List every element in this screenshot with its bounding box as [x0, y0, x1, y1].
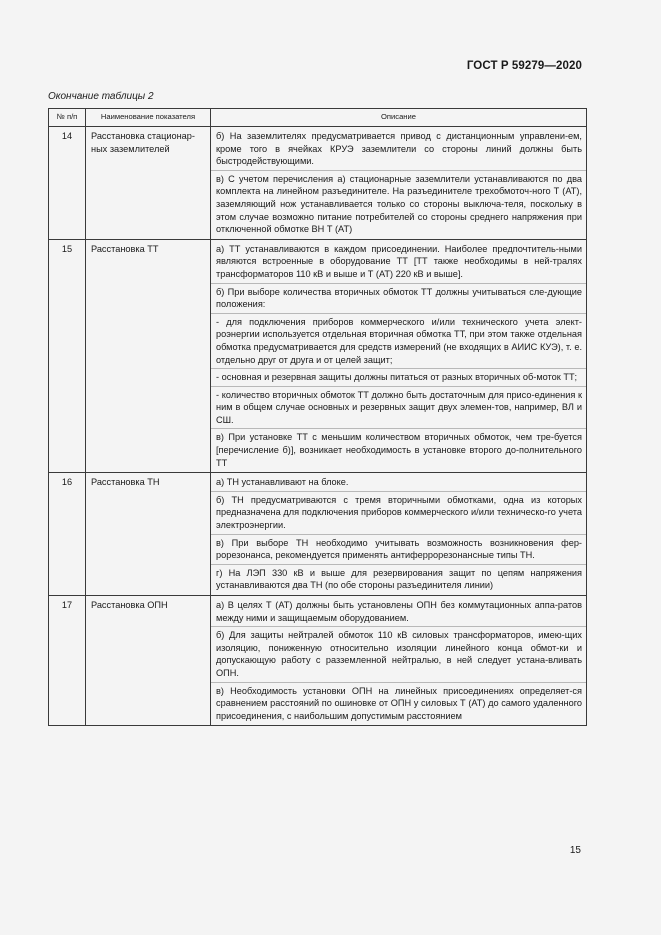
description-paragraph: б) Для защиты нейтралей обмоток 110 кВ силовых трансформаторов, имею-щих изоляцию, пониженную относительно изоляции линейного конца обмот-ки и допускающую работу с разземленной нейтралью, в ней следует устана-вливать ОПН. — [211, 626, 586, 681]
description-paragraph: - количество вторичных обмоток ТТ должно быть достаточным для присо-единения к ним в общем случае основных и резервных защит двух элемен-тов, например, ВЛ и СШ. — [211, 386, 586, 429]
description-paragraph: б) На заземлителях предусматривается привод с дистанционным управлени-ем, кроме того в ячейках КРУЭ заземлители со стороны линий должны быть быстродействующими. — [216, 131, 582, 167]
row-description — [211, 127, 587, 240]
column-header-number: № п/п — [49, 109, 86, 127]
column-header-description: Описание — [211, 109, 587, 127]
description-paragraph: б) При выборе количества вторичных обмоток ТТ должны учитываться сле-дующие положения: — [211, 283, 586, 313]
table-header-row — [49, 109, 587, 127]
description-paragraph: - основная и резервная защиты должны питаться от разных вторичных об-моток ТТ; — [211, 368, 586, 386]
description-paragraph: в) При выборе ТН необходимо учитывать возможность возникновения фер-рорезонанса, рекомендуется применять антиферрорезонансные типы ТН. — [211, 534, 586, 564]
row-name: Расстановка ОПН — [86, 596, 211, 726]
table-row — [49, 596, 587, 726]
description-paragraph: г) На ЛЭП 330 кВ и выше для резервирования защит по цепям напряжения устанавливаются два ТН (по обе стороны разъединителя линии) — [211, 564, 586, 595]
row-number: 17 — [49, 596, 86, 726]
row-number: 15 — [49, 239, 86, 473]
description-paragraph: - для подключения приборов коммерческого и/или технического учета элект-роэнергии используется отдельная вторичная обмотка ТТ, при этом также отдельная обмотка предусматривается для средств измерений (не входящих в АИИС КУЭ), т. е. отдельно друг от друга и от целей защит; — [211, 313, 586, 368]
description-paragraph: а) В целях Т (АТ) должны быть установлены ОПН без коммутационных аппа-ратов между ними и защищаемым оборудованием. — [216, 600, 582, 623]
description-paragraph: в) Необходимость установки ОПН на линейных присоединениях определяет-ся сравнением расстояний по ошиновке от ОПН у силовых Т (АТ) до самого удаленного присоединения, с наибольшим допустимым расстоянием — [211, 682, 586, 726]
row-name: Расстановка стационар-ных заземлителей — [86, 127, 211, 240]
table-row — [49, 239, 587, 473]
row-number: 14 — [49, 127, 86, 240]
table-row — [49, 127, 587, 240]
document-code: ГОСТ Р 59279—2020 — [466, 60, 582, 72]
description-paragraph: б) ТН предусматриваются с тремя вторичными обмотками, одна из которых предназначена для подключения приборов коммерческого и/или техническо-го учета электроэнергии. — [211, 491, 586, 534]
description-paragraph: в) При установке ТТ с меньшим количеством вторичных обмоток, чем тре-буется [перечисление б)], возникает необходимость в установке второго до-полнительного ТТ — [211, 428, 586, 472]
row-number: 16 — [49, 473, 86, 596]
row-name: Расстановка ТТ — [86, 239, 211, 473]
row-description — [211, 596, 587, 726]
row-description — [211, 473, 587, 596]
row-name: Расстановка ТН — [86, 473, 211, 596]
description-paragraph: в) С учетом перечисления а) стационарные заземлители устанавливаются по два комплекта на линейном разъединителе. На разъединителе трехобмоточ-ного Т (АТ), заземляющий нож устанавливается только со стороны выключа-теля, поскольку в этом случае возможно питание потребителей со стороны среднего напряжения при отключенной обмотке ВН Т (АТ) — [211, 170, 586, 239]
table-row — [49, 473, 587, 596]
description-paragraph: а) ТТ устанавливаются в каждом присоединении. Наиболее предпочтитель-ными являются встроенные в оборудование ТТ [ТТ также необходимы в ней-тралях трансформаторов 110 кВ и выше и Т (АТ) 220 кВ и выше]. — [216, 243, 582, 279]
column-header-name: Наименование показателя — [86, 109, 211, 127]
specification-table — [48, 108, 587, 726]
description-paragraph: а) ТН устанавливают на блоке. — [216, 477, 349, 488]
page-number: 15 — [569, 845, 581, 856]
row-description — [211, 239, 587, 473]
table-caption: Окончание таблицы 2 — [48, 91, 154, 102]
